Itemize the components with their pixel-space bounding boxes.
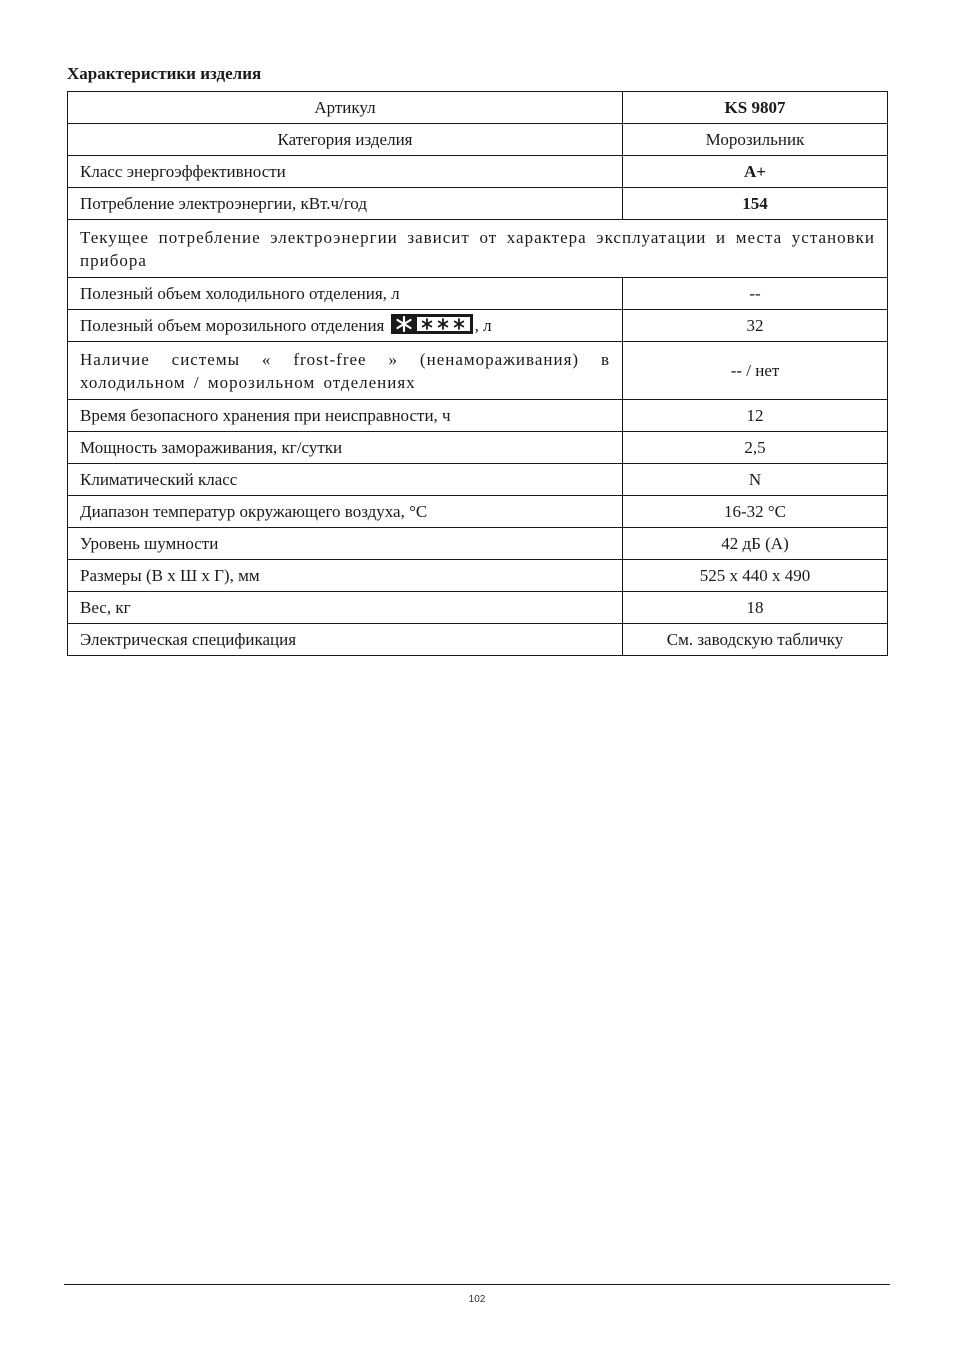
four-star-freezer-icon xyxy=(391,314,473,334)
table-row-temperature-range xyxy=(68,496,888,528)
row-label: Климатический класс xyxy=(68,464,623,496)
row-value: -- / нет xyxy=(623,342,888,400)
row-label: Артикул xyxy=(68,92,623,124)
table-row-frost-free xyxy=(68,342,888,400)
table-row-fridge-volume xyxy=(68,278,888,310)
table-row-freezer-volume xyxy=(68,310,888,342)
row-label: Вес, кг xyxy=(68,592,623,624)
row-label: Время безопасного хранения при неисправности, ч xyxy=(68,400,623,432)
row-value: KS 9807 xyxy=(623,92,888,124)
table-row-category xyxy=(68,124,888,156)
row-label: Наличие системы « frost-free » (ненамораживания) в холодильном / морозильном отделениях xyxy=(68,342,623,400)
row-value: 32 xyxy=(623,310,888,342)
table-row-dimensions xyxy=(68,560,888,592)
table-row-freezing-capacity xyxy=(68,432,888,464)
table-row-weight xyxy=(68,592,888,624)
row-label: Мощность замораживания, кг/сутки xyxy=(68,432,623,464)
row-label: Диапазон температур окружающего воздуха, °C xyxy=(68,496,623,528)
row-value: 16-32 °C xyxy=(623,496,888,528)
row-value: 154 xyxy=(623,188,888,220)
row-value: 42 дБ (A) xyxy=(623,528,888,560)
table-row-safe-storage xyxy=(68,400,888,432)
row-label: Полезный объем холодильного отделения, л xyxy=(68,278,623,310)
row-label-text: Полезный объем морозильного отделения xyxy=(80,316,385,335)
row-value: 18 xyxy=(623,592,888,624)
table-row-consumption-note xyxy=(68,220,888,278)
row-value: 2,5 xyxy=(623,432,888,464)
row-value: Морозильник xyxy=(623,124,888,156)
table-row-energy-consumption xyxy=(68,188,888,220)
table-row-energy-class xyxy=(68,156,888,188)
row-label xyxy=(68,310,623,342)
row-label-unit: , л xyxy=(474,316,492,335)
table-row-noise-level xyxy=(68,528,888,560)
table-row-electrical-spec xyxy=(68,624,888,656)
row-value: См. заводскую табличку xyxy=(623,624,888,656)
row-value: A+ xyxy=(623,156,888,188)
specifications-table xyxy=(67,91,888,656)
section-heading: Характеристики изделия xyxy=(67,64,262,83)
row-value: 525 x 440 x 490 xyxy=(623,560,888,592)
row-label: Уровень шумности xyxy=(68,528,623,560)
page-number: 102 xyxy=(468,1294,486,1305)
footer-divider xyxy=(64,1284,890,1285)
row-label: Размеры (В х Ш х Г), мм xyxy=(68,560,623,592)
row-value: -- xyxy=(623,278,888,310)
consumption-note: Текущее потребление электроэнергии зависит от характера эксплуатации и места установки прибора xyxy=(68,220,888,278)
table-row-climate-class xyxy=(68,464,888,496)
table-row-article xyxy=(68,92,888,124)
row-label: Класс энергоэффективности xyxy=(68,156,623,188)
row-value: N xyxy=(623,464,888,496)
row-value: 12 xyxy=(623,400,888,432)
row-label: Потребление электроэнергии, кВт.ч/год xyxy=(68,188,623,220)
row-label: Категория изделия xyxy=(68,124,623,156)
row-label: Электрическая спецификация xyxy=(68,624,623,656)
